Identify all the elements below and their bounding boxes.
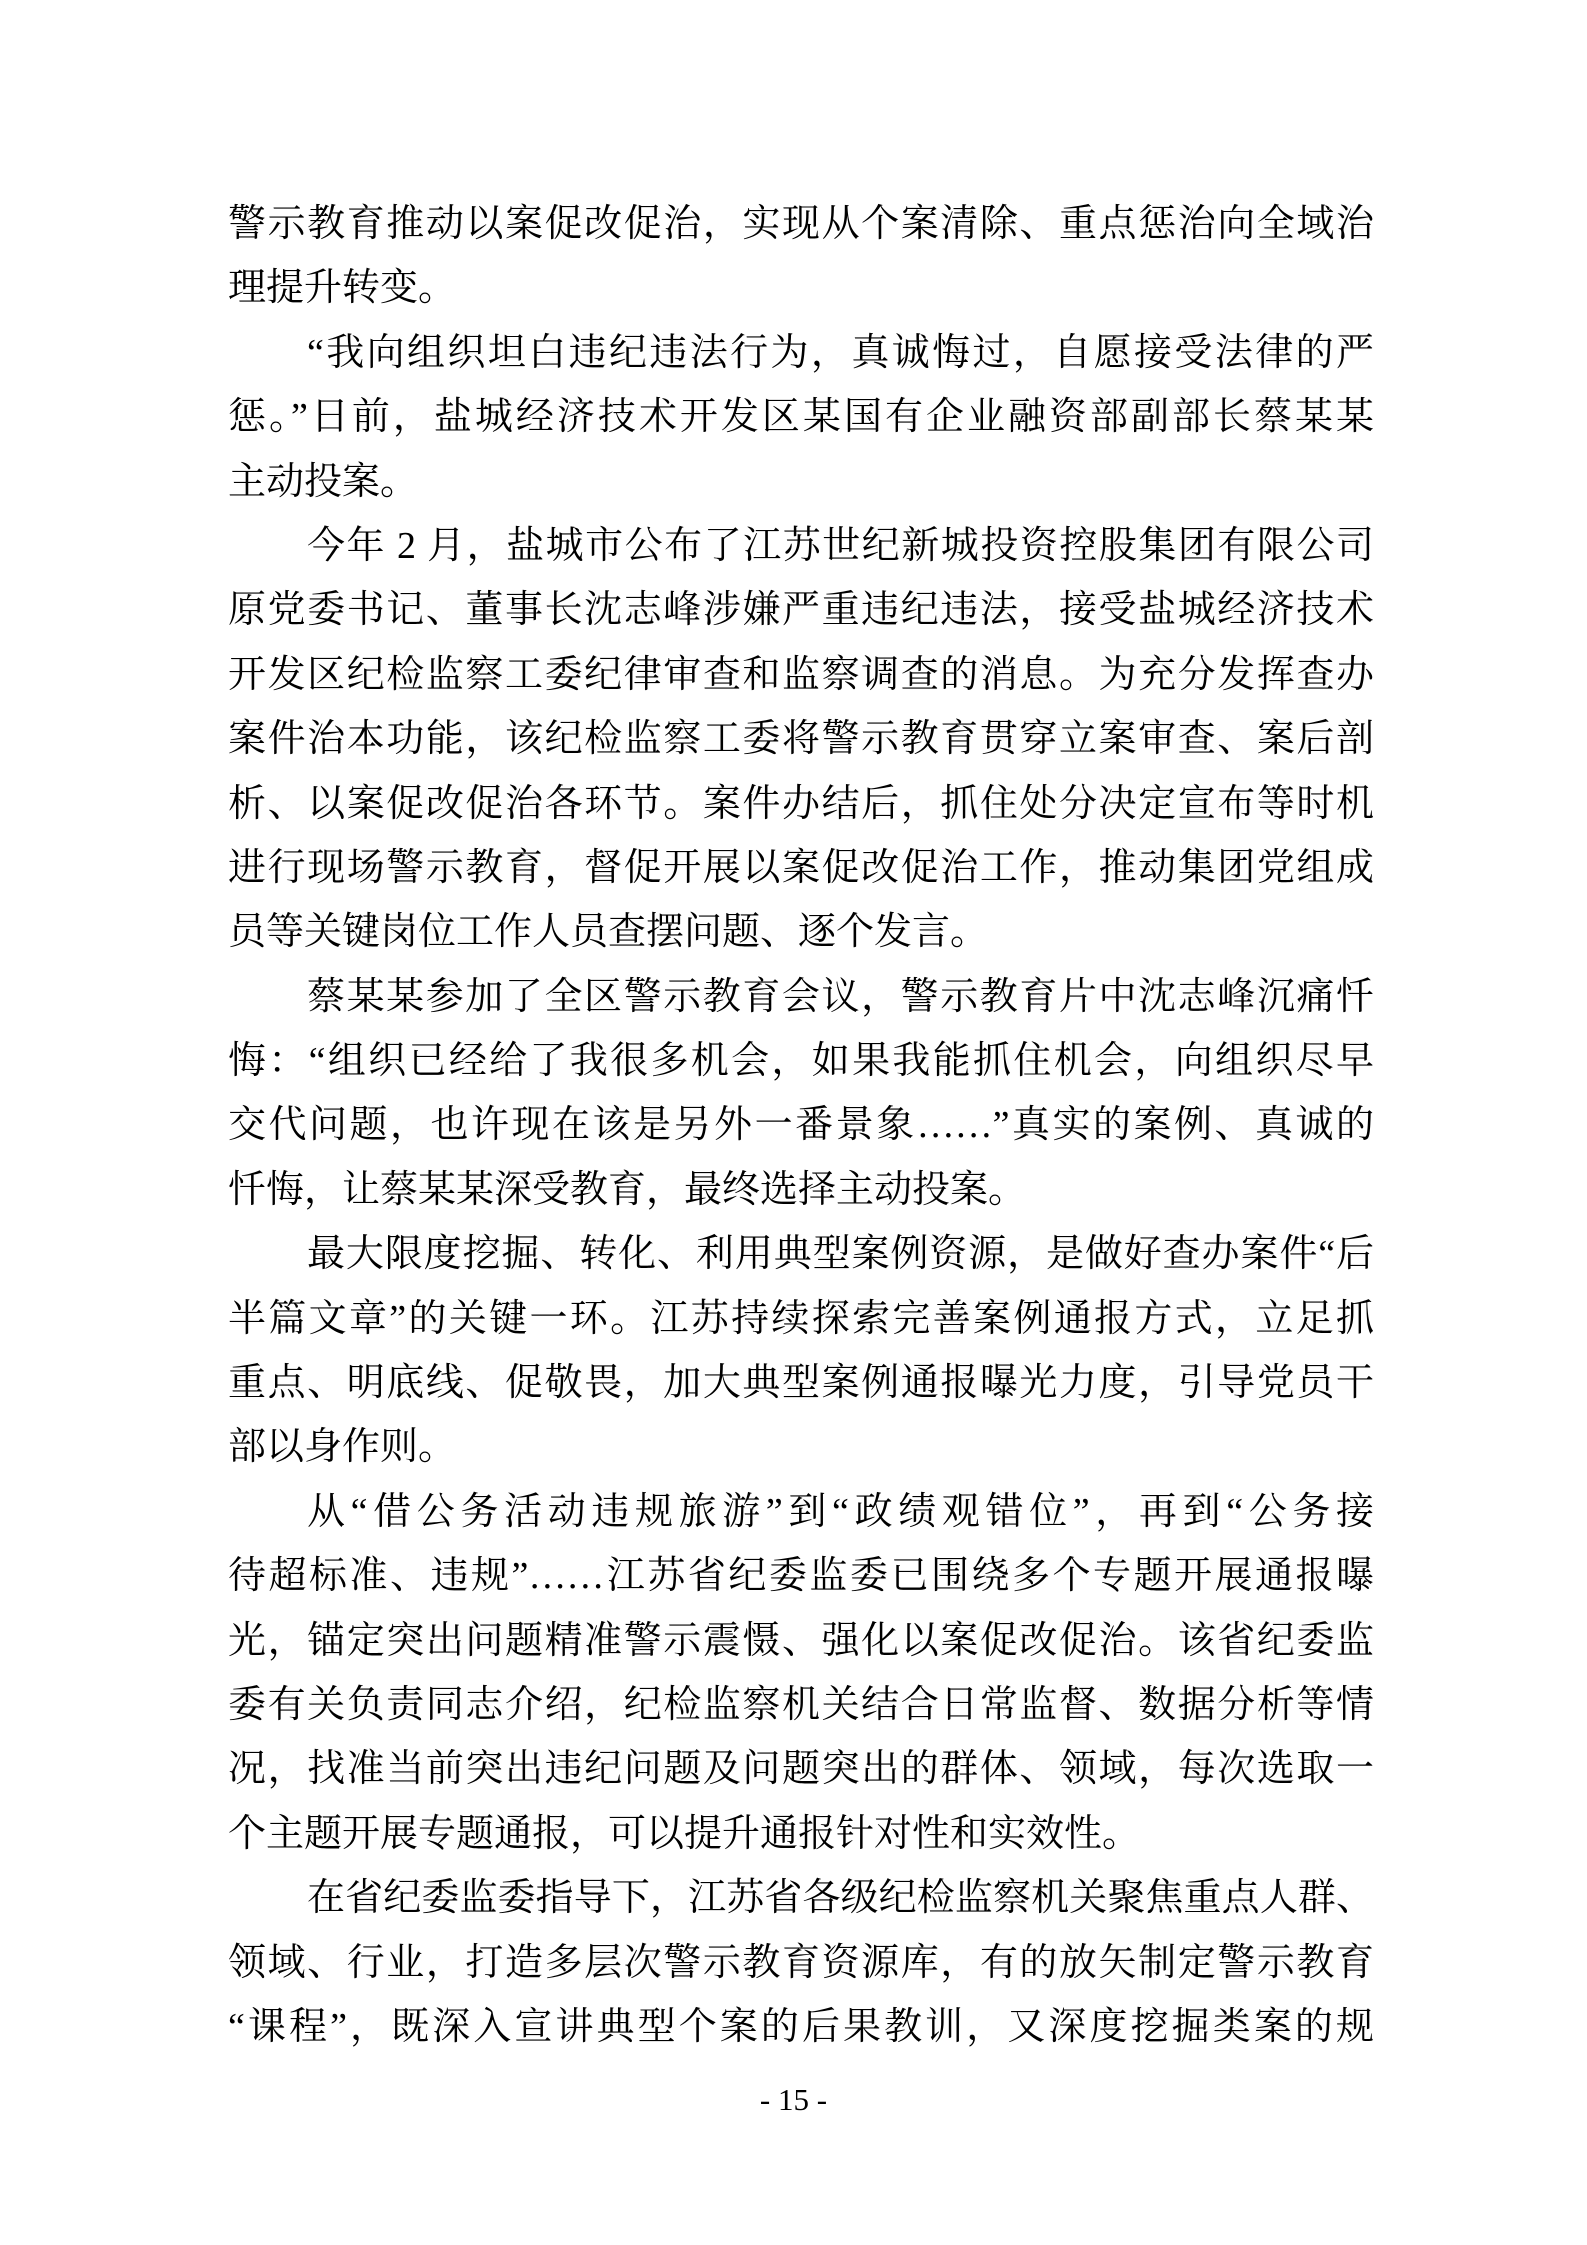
text-line: 待超标准、违规”……江苏省纪委监委已围绕多个专题开展通报曝: [228, 1555, 1374, 1598]
text-line: 进行现场警示教育，督促开展以案促改促治工作，推动集团党组成: [228, 846, 1374, 889]
text-line: 委有关负责同志介绍，纪检监察机关结合日常监督、数据分析等情: [228, 1683, 1374, 1726]
text-line: 重点、明底线、促敬畏，加大典型案例通报曝光力度，引导党员干: [228, 1362, 1374, 1405]
document-body: [228, 192, 1374, 2059]
text-line: “我向组织坦白违纪违法行为，真诚悔过，自愿接受法律的严: [307, 331, 1374, 374]
text-line: 部以身作则。: [228, 1426, 457, 1469]
text-line: 析、以案促改促治各环节。案件办结后，抓住处分决定宣布等时机: [228, 782, 1374, 825]
text-line: 案件治本功能，该纪检监察工委将警示教育贯穿立案审查、案后剖: [228, 718, 1374, 761]
text-line: 领域、行业，打造多层次警示教育资源库，有的放矢制定警示教育: [228, 1941, 1374, 1984]
text-line: 悔：“组织已经给了我很多机会，如果我能抓住机会，向组织尽早: [228, 1040, 1374, 1083]
text-line: 开发区纪检监察工委纪律审查和监察调查的消息。为充分发挥查办: [228, 653, 1374, 696]
text-line: 员等关键岗位工作人员查摆问题、逐个发言。: [228, 911, 989, 954]
text-line: 况，找准当前突出违纪问题及问题突出的群体、领域，每次选取一: [228, 1748, 1374, 1791]
text-line: 警示教育推动以案促改促治，实现从个案清除、重点惩治向全域治: [228, 203, 1374, 245]
text-line: 今年 2 月，盐城市公布了江苏世纪新城投资控股集团有限公司: [307, 524, 1374, 567]
text-line: 从“借公务活动违规旅游”到“政绩观错位”，再到“公务接: [307, 1490, 1374, 1533]
page-number: - 15 -: [759, 2082, 828, 2117]
text-line: 交代问题，也许现在该是另外一番景象……”真实的案例、真诚的: [228, 1104, 1374, 1147]
text-line: 理提升转变。: [228, 267, 457, 310]
text-line: 蔡某某参加了全区警示教育会议，警示教育片中沈志峰沉痛忏: [307, 975, 1374, 1018]
text-line: 个主题开展专题通报，可以提升通报针对性和实效性。: [228, 1812, 1141, 1855]
text-line: 忏悔，让蔡某某深受教育，最终选择主动投案。: [228, 1168, 1027, 1211]
text-line: 原党委书记、董事长沈志峰涉嫌严重违纪违法，接受盐城经济技术: [228, 589, 1374, 632]
text-line: 主动投案。: [228, 460, 419, 503]
text-line: “课程”，既深入宣讲典型个案的后果教训，又深度挖掘类案的规: [228, 2005, 1374, 2048]
text-line: 在省纪委监委指导下，江苏省各级纪检监察机关聚焦重点人群、: [307, 1877, 1374, 1920]
text-line: 最大限度挖掘、转化、利用典型案例资源，是做好查办案件“后: [307, 1233, 1374, 1276]
text-line: 惩。”日前，盐城经济技术开发区某国有企业融资部副部长蔡某某: [228, 396, 1374, 439]
text-line: 光，锚定突出问题精准警示震慑、强化以案促改促治。该省纪委监: [228, 1619, 1374, 1662]
text-line: 半篇文章”的关键一环。江苏持续探索完善案例通报方式，立足抓: [228, 1297, 1374, 1340]
